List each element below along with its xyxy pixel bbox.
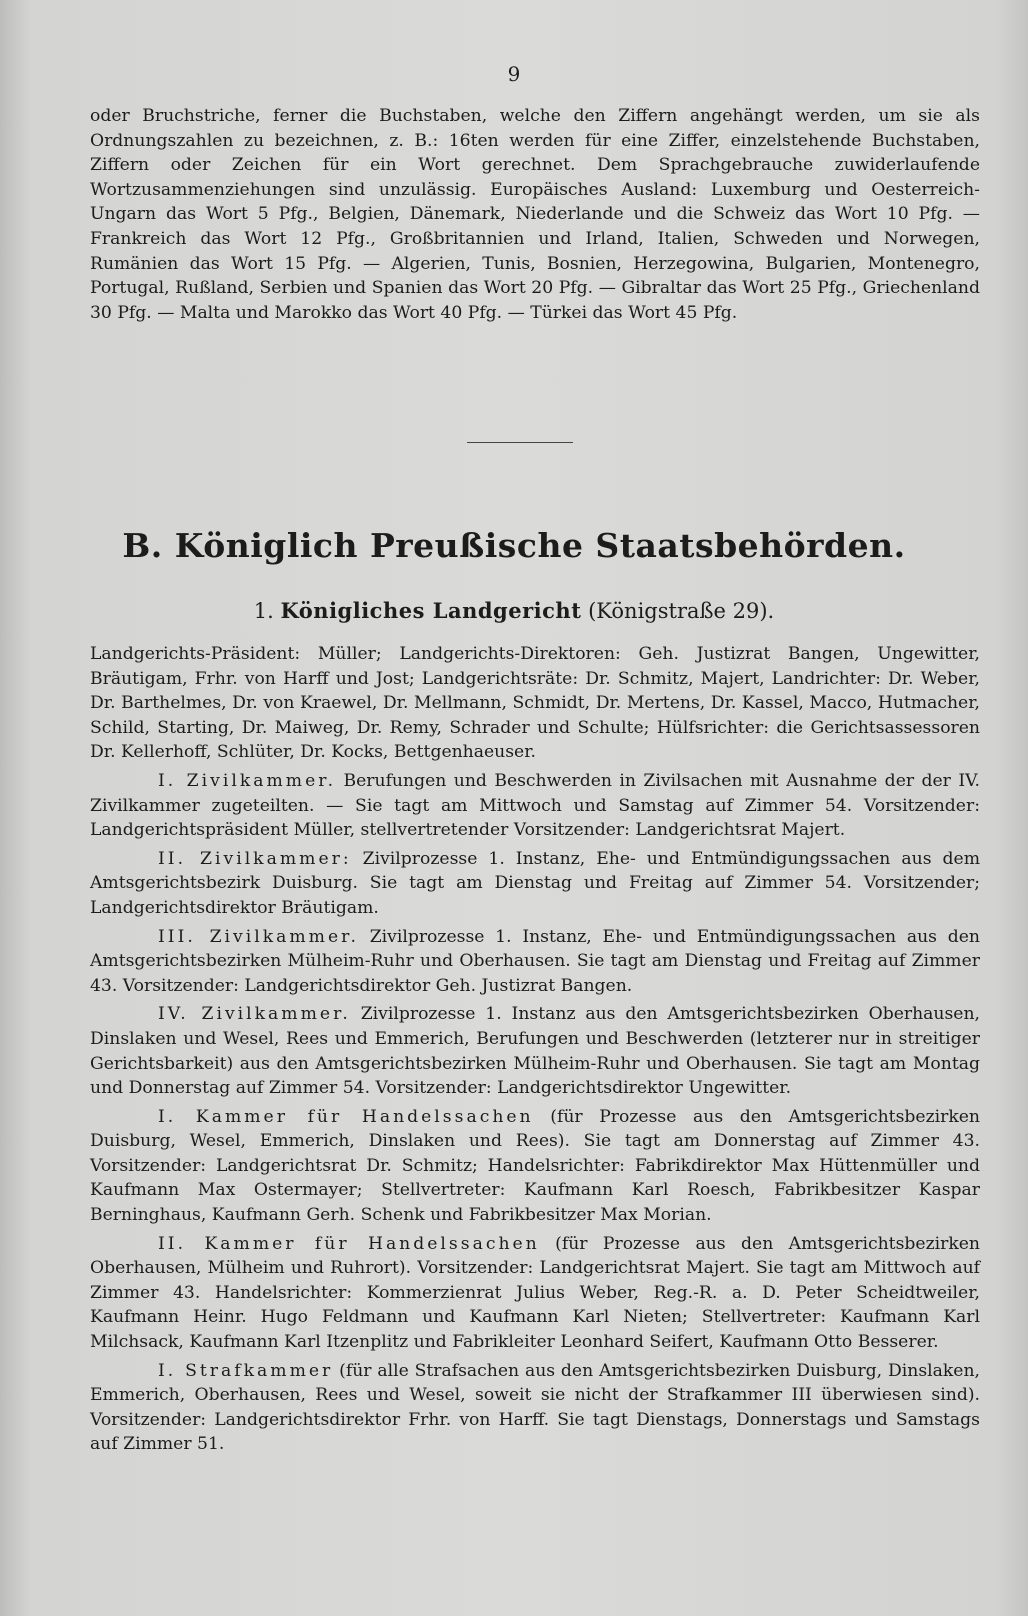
court-body bbox=[90, 642, 980, 1461]
chamber-text: (für Prozesse aus den Amtsgerichtsbezirken Oberhausen, Mülheim und Ruhrort). Vorsitzender: Landgerichtsrat Majert. Sie tagt am Mittwoch auf Zimmer 43. Handelsrichter: Kommerzienrat Julius Weber, Reg.-R. a. D. Peter Scheidtweiler, Kaufmann Heinr. Hugo Feldmann und Kaufmann Karl Nieten; Stellvertreter: Kaufmann Karl Milchsack, Kaufmann Karl Itzenplitz und Fabrikleiter Leonhard Seifert, Kaufmann Otto Besserer. bbox=[90, 1233, 981, 1353]
subsection-title bbox=[0, 598, 1028, 623]
chamber-text: (für Prozesse aus den Amtsgerichtsbezirken Duisburg, Wesel, Emmerich, Dinslaken und Rees). Sie tagt am Donnerstag auf Zimmer 43. Vorsitzender: Landgerichtsrat Dr. Schmitz; Handelsrichter: Fabrikdirektor Max Hüttenmüller und Kaufmann Max Ostermayer; Stellvertreter: Kaufmann Karl Roesch, Fabrikbesitzer Kaspar Berninghaus, Kaufmann Gerh. Schenk und Fabrikbesitzer Max Morian. bbox=[90, 1106, 980, 1226]
chamber-text: Zivilprozesse 1. Instanz, Ehe- und Entmündigungssachen aus den Amtsgerichtsbezirken Mülheim-Ruhr und Oberhausen. Sie tagt am Dienstag und Freitag auf Zimmer 43. Vorsitzender: Landgerichtsdirektor Geh. Justizrat Bangen. bbox=[90, 926, 980, 996]
chamber-text: Berufungen und Beschwerden in Zivilsachen mit Ausnahme der der IV. Zivilkammer zugeteilten. — Sie tagt am Mittwoch und Samstag auf Zimmer 54. Vorsitzender: Landgerichtspräsident Müller, stellvertretender Vorsitzender: Landgerichtsrat Majert. bbox=[90, 770, 980, 841]
chamber-label: II. Kammer für Handelssachen bbox=[158, 1233, 540, 1254]
chamber-paragraph bbox=[90, 769, 980, 843]
chamber-paragraph bbox=[90, 1359, 980, 1457]
chamber-paragraph bbox=[90, 925, 980, 999]
chamber-paragraph bbox=[90, 847, 980, 921]
chamber-text: Zivilprozesse 1. Instanz aus den Amtsgerichtsbezirken Oberhausen, Dinslaken und Wesel, Rees und Emmerich, Berufungen und Beschwerden (letzterer nur in streitiger Gerichtsbarkeit) aus den Amtsgerichtsbezirken Mülheim-Ruhr und Oberhausen. Sie tagt am Montag und Donnerstag auf Zimmer 54. Vorsitzender: Landgerichtsdirektor Ungewitter. bbox=[90, 1004, 980, 1099]
chamber-label: I. Strafkammer bbox=[158, 1360, 334, 1381]
section-divider bbox=[467, 442, 573, 443]
subsection-address: (Königstraße 29). bbox=[588, 599, 775, 623]
chamber-paragraph bbox=[90, 1232, 980, 1355]
court-staff-paragraph: Landgerichts-Präsident: Müller; Landgerichts-Direktoren: Geh. Justizrat Bangen, Ungewitter, Bräutigam, Frhr. von Harff und Jost; Landgerichtsräte: Dr. Schmitz, Majert, Landrichter: Dr. Weber, Dr. Barthelmes, Dr. von Kraewel, Dr. Mellmann, Schmidt, Dr. Mertens, Dr. Kassel, Macco, Hutmacher, Schild, Starting, Dr. Maiweg, Dr. Remy, Schrader und Schulte; Hülfsrichter: die Gerichtsassessoren Dr. Kellerhoff, Schlüter, Dr. Kocks, Bettgenhaeuser. bbox=[90, 644, 980, 763]
chamber-text: (für alle Strafsachen aus den Amtsgerichtsbezirken Duisburg, Dinslaken, Emmerich, Oberhausen, Rees und Wesel, soweit sie nicht der Strafkammer III überwiesen sind). Vorsitzender: Landgerichtsdirektor Frhr. von Harff. Sie tagt Dienstags, Donnerstags und Samstags auf Zimmer 51. bbox=[90, 1360, 981, 1455]
subsection-name: Königliches Landgericht bbox=[280, 598, 582, 623]
chamber-label: III. Zivilkammer. bbox=[158, 926, 359, 947]
chamber-label: II. Zivilkammer: bbox=[158, 848, 352, 869]
chamber-paragraph bbox=[90, 1105, 980, 1228]
chamber-paragraph bbox=[90, 1002, 980, 1100]
chamber-text: Zivilprozesse 1. Instanz, Ehe- und Entmündigungssachen aus dem Amtsgerichtsbezirk Duisburg. Sie tagt am Dienstag und Freitag auf Zimmer 54. Vorsitzender; Landgerichtsdirektor Bräutigam. bbox=[90, 848, 980, 918]
chamber-label: I. Kammer für Handelssachen bbox=[158, 1106, 534, 1127]
section-title: B. Königlich Preußische Staatsbehörden. bbox=[122, 526, 906, 565]
subsection-number: 1. bbox=[253, 599, 274, 623]
page-number: 9 bbox=[507, 62, 521, 86]
chamber-label: IV. Zivilkammer. bbox=[158, 1004, 351, 1025]
chamber-label: I. Zivilkammer. bbox=[158, 770, 337, 791]
intro-paragraph: oder Bruchstriche, ferner die Buchstaben, welche den Ziffern angehängt werden, um sie als Ordnungszahlen zu bezeichnen, z. B.: 16ten werden für eine Ziffer, einzelstehende Buchstaben, Ziffern oder Zeichen für ein Wort gerechnet. Dem Sprachgebrauche zuwiderlaufende Wortzusammenziehungen sind unzulässig. Europäisches Ausland: Luxemburg und Oesterreich-Ungarn das Wort 5 Pfg., Belgien, Dänemark, Niederlande und die Schweiz das Wort 10 Pfg. — Frankreich das Wort 12 Pfg., Großbritannien und Irland, Italien, Schweden und Norwegen, Rumänien das Wort 15 Pfg. — Algerien, Tunis, Bosnien, Herzegowina, Bulgarien, Montenegro, Portugal, Rußland, Serbien und Spanien das Wort 20 Pfg. — Gibraltar das Wort 25 Pfg., Griechenland 30 Pfg. — Malta und Marokko das Wort 40 Pfg. — Türkei das Wort 45 Pfg. bbox=[90, 106, 980, 323]
intro-paragraph-block bbox=[90, 104, 980, 325]
